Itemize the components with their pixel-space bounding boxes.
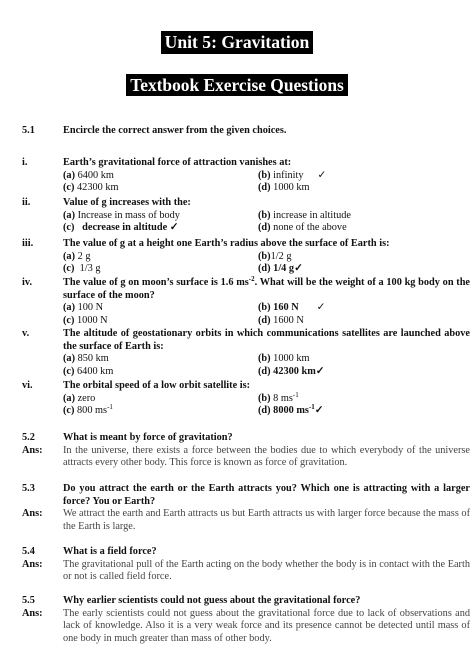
- option-b: (b) increase in altitude: [258, 209, 351, 221]
- option-d: (d) 1000 km: [258, 182, 310, 193]
- mcq-number: v.: [22, 328, 30, 339]
- mcq-question: The altitude of geostationary orbits in which communications satellites are launched above the surface of Earth is:: [63, 328, 470, 352]
- option-d: (d) none of the above: [258, 222, 347, 233]
- mcq-question: Earth’s gravitational force of attraction vanishes at:: [63, 157, 292, 168]
- unit-title-banner: [0, 31, 474, 54]
- mcq-item: [22, 328, 470, 378]
- mcq-question: Value of g increases with the:: [63, 197, 191, 208]
- mcq-number: ii.: [22, 197, 31, 208]
- question-text: What is a field force?: [63, 546, 157, 557]
- option-d: (d) 8000 $ms^{-1}✓$: [258, 403, 324, 416]
- question-number: 5.5: [22, 595, 35, 606]
- subtitle-banner: [0, 74, 474, 96]
- question-text: Why earlier scientists could not guess about the gravitational force?: [63, 595, 361, 606]
- mcq-number: iv.: [22, 277, 33, 288]
- option-b: (b) 1000 km: [258, 353, 310, 364]
- mcq-item: [22, 380, 470, 418]
- option-c: (c) 800 $ms^{-1}$: [63, 403, 113, 416]
- option-c: (c) 1000 N: [63, 314, 108, 326]
- option-c: (c) 42300 km: [63, 182, 119, 193]
- question-number: 5.2: [22, 432, 35, 443]
- question-text: What is meant by force of gravitation?: [63, 432, 233, 443]
- option-b: (b) 8 $ms^{-1}$: [258, 390, 299, 404]
- option-a: (a) Increase in mass of body: [63, 209, 180, 221]
- check-mark-icon: ✓: [169, 222, 179, 233]
- answer-label: Ans:: [22, 508, 43, 519]
- mcq-item: [22, 277, 470, 327]
- mcq-item: [22, 197, 470, 235]
- check-mark-icon: ✓: [317, 169, 327, 181]
- question-text: Do you attract the earth or the Earth attracts you? Which one is attracting with a larger force? You or Earth?: [63, 483, 470, 507]
- option-d: (d) 1600 N: [258, 314, 304, 326]
- mcq-item: [22, 157, 470, 195]
- option-b: (b)1/2 g: [258, 250, 292, 262]
- question-number: 5.1: [22, 125, 35, 136]
- check-mark-icon: ✓: [294, 263, 303, 274]
- mcq-number: iii.: [22, 238, 34, 249]
- option-b: (b) 160 N ✓: [258, 302, 326, 313]
- option-c: (c) 1/3 g: [63, 263, 101, 274]
- question-5-5: [22, 595, 470, 645]
- mcq-item: [22, 238, 470, 276]
- option-c: (c) 6400 km: [63, 365, 114, 377]
- option-d: (d) 42300 km✓: [258, 365, 325, 377]
- check-mark-icon: ✓: [315, 365, 325, 377]
- unit-title: Unit 5: Gravitation: [161, 31, 314, 54]
- section-subtitle: Textbook Exercise Questions: [126, 74, 348, 96]
- check-mark-icon: ✓: [316, 302, 326, 313]
- question-5-4: [22, 546, 470, 584]
- question-text: Encircle the correct answer from the given choices.: [63, 125, 287, 136]
- answer-text: In the universe, there exists a force between the bodies due to which everybody of the universe attracts every other body. This force is known as force of gravitation.: [63, 444, 470, 468]
- option-b: (b) infinity ✓: [258, 169, 327, 181]
- mcq-number: vi.: [22, 380, 33, 391]
- option-a: (a) 6400 km: [63, 169, 114, 181]
- question-number: 5.4: [22, 546, 35, 557]
- mcq-question: The orbital speed of a low orbit satellite is:: [63, 380, 251, 391]
- answer-label: Ans:: [22, 558, 43, 570]
- check-mark-icon: ✓: [314, 405, 324, 416]
- mcq-question: The value of g at a height one Earth’s radius above the surface of Earth is:: [63, 238, 390, 249]
- mcq-question: The value of g on moon’s surface is 1.6 $ms^{-2}$. What will be the weight of a 100 kg body on the surface of the moon?: [63, 275, 470, 301]
- answer-label: Ans:: [22, 607, 43, 619]
- answer-text: The early scientists could not guess about the gravitational force due to lack of observations and lack of knowledge. Also it is a very weak force and its presence cannot be detected until mass of one body in much greater than mass of other body.: [63, 607, 470, 644]
- option-c: (c) decrease in altitude ✓: [63, 222, 179, 233]
- option-d: (d) 1/4 g✓: [258, 263, 303, 274]
- answer-label: Ans:: [22, 444, 43, 456]
- answer-text: We attract the earth and Earth attracts us but Earth attracts us with larger force because the mass of the Earth is large.: [63, 508, 470, 532]
- option-a: (a) 100 N: [63, 302, 104, 313]
- option-a: (a) 2 g: [63, 250, 91, 262]
- answer-text: The gravitational pull of the Earth acting on the body whether the body is in contact with the Earth or not is called field force.: [63, 558, 470, 582]
- mcq-number: i.: [22, 157, 28, 168]
- question-number: 5.3: [22, 483, 35, 494]
- question-5-2: [22, 432, 470, 470]
- question-5-1: [22, 125, 470, 138]
- question-5-3: [22, 483, 470, 533]
- option-a: (a) zero: [63, 392, 96, 404]
- option-a: (a) 850 km: [63, 353, 109, 364]
